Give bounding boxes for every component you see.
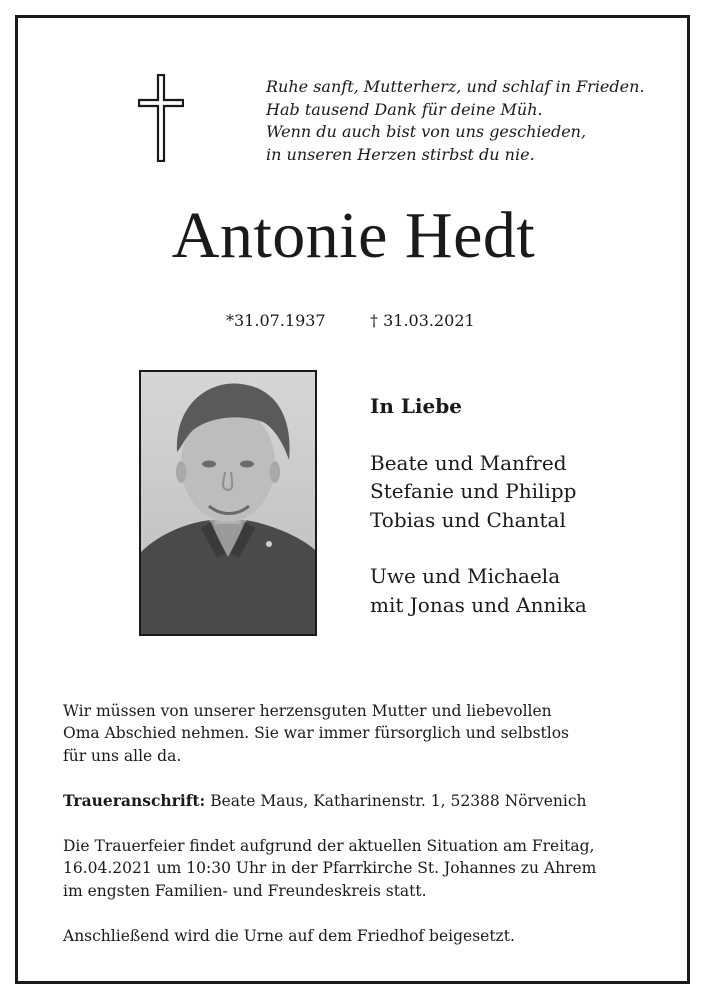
obituary-text xyxy=(63,677,663,970)
poem-line: Hab tausend Dank für deine Müh. xyxy=(266,99,543,119)
family-name: mit Jonas und Annika xyxy=(370,592,587,617)
address-label: Traueranschrift: xyxy=(63,790,206,810)
poem-line: Ruhe sanft, Mutterherz, und schlaf in Frieden. xyxy=(266,77,645,96)
burial-paragraph: Anschließend wird die Urne auf dem Friedhof beigesetzt. xyxy=(63,926,515,945)
text-line: Oma Abschied nehmen. Sie war immer fürsorglich und selbstlos xyxy=(63,724,570,742)
text-line: Wir müssen von unserer herzensguten Mutter und liebevollen xyxy=(63,701,552,720)
poem-line: in unseren Herzen stirbst du nie. xyxy=(266,144,535,164)
deceased-name: Antonie Hedt xyxy=(171,199,536,272)
poem-line: Wenn du auch bist von uns geschieden, xyxy=(266,122,587,141)
portrait-photo xyxy=(139,370,317,636)
family-name: Beate und Manfred xyxy=(370,450,567,475)
address-value: Beate Maus, Katharinenstr. 1, 52388 Nörvenich xyxy=(205,791,587,810)
family-name: Tobias und Chantal xyxy=(370,507,566,532)
text-line: 16.04.2021 um 10:30 Uhr in der Pfarrkirche St. Johannes zu Ahrem xyxy=(63,859,597,877)
address-paragraph xyxy=(63,790,663,813)
family-section xyxy=(370,392,587,619)
family-heading: In Liebe xyxy=(370,394,462,418)
text-line: für uns alle da. xyxy=(63,746,182,765)
text-line: im engsten Familien- und Freundeskreis statt. xyxy=(63,881,427,900)
cross-icon xyxy=(138,74,184,162)
birth-date: *31.07.1937 xyxy=(226,311,326,330)
death-date: † 31.03.2021 xyxy=(370,311,475,330)
family-name: Stefanie und Philipp xyxy=(370,479,577,503)
poem xyxy=(266,76,666,166)
text-line: Die Trauerfeier findet aufgrund der aktuellen Situation am Freitag, xyxy=(63,836,595,855)
family-name: Uwe und Michaela xyxy=(370,564,561,588)
portrait-illustration xyxy=(141,372,315,634)
